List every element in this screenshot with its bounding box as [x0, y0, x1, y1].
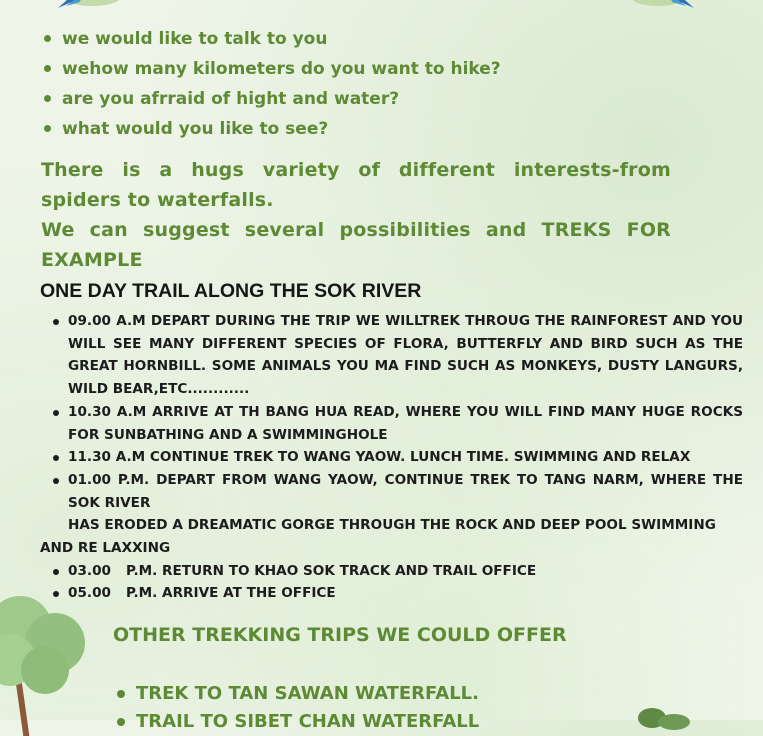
itinerary-time: 03.00	[68, 562, 111, 579]
itinerary-item	[40, 560, 743, 583]
bird-icon	[630, 0, 700, 20]
itinerary-text: P.M. RETURN TO KHAO SOK TRACK AND TRAIL OFFICE	[126, 562, 537, 579]
itinerary-time: 05.00	[68, 585, 111, 602]
intro-text	[41, 155, 671, 275]
bush-icon	[632, 704, 692, 724]
list-item: TRAIL TO SIBET CHAN WATERFALL	[116, 708, 479, 736]
list-item: what would you like to see?	[42, 114, 501, 144]
tree-icon	[0, 588, 110, 728]
itinerary-item-continued: AND RE LAXXING	[40, 540, 171, 557]
other-trips-list	[116, 680, 479, 736]
itinerary-item: 01.00 P.M. DEPART FROM WANG YAOW, CONTINUE TREK TO TANG NARM, WHERE THE SOK RIVER	[40, 469, 743, 514]
itinerary-item-continued: HAS ERODED A DREAMATIC GORGE THROUGH THE ROCK AND DEEP POOL SWIMMING	[68, 517, 716, 534]
itinerary-item: 11.30 A.M CONTINUE TREK TO WANG YAOW. LUNCH TIME. SWIMMING AND RELAX	[40, 446, 743, 469]
question-list	[42, 24, 501, 144]
list-item: wehow many kilometers do you want to hike?	[42, 54, 501, 84]
itinerary-list	[40, 310, 743, 605]
itinerary-text: P.M. ARRIVE AT THE OFFICE	[126, 585, 336, 602]
intro-paragraph: We can suggest several possibilities and TREKS FOR EXAMPLE	[41, 219, 671, 271]
list-item: are you afrraid of hight and water?	[42, 84, 501, 114]
trail-title: ONE DAY TRAIL ALONG THE SOK RIVER	[40, 280, 422, 302]
intro-paragraph: There is a hugs variety of different interests-from spiders to waterfalls.	[41, 159, 671, 211]
list-item: we would like to talk to you	[42, 24, 501, 54]
itinerary-item	[40, 582, 743, 605]
other-trips-title: OTHER TREKKING TRIPS WE COULD OFFER	[113, 624, 567, 646]
list-item: TREK TO TAN SAWAN WATERFALL.	[116, 680, 479, 708]
itinerary-item: 09.00 A.M DEPART DURING THE TRIP WE WILLTREK THROUG THE RAINFOREST AND YOU WILL SEE MANY DIFFERENT SPECIES OF FLORA, BUTTERFLY AND BIRD SUCH AS THE GREAT HORNBILL. SOME ANIMALS YOU MA FIND SUCH AS MONKEYS, DUSTY LANGURS, WILD BEAR,ETC............	[40, 310, 743, 401]
bird-icon	[52, 0, 122, 20]
itinerary-item: 10.30 A.M ARRIVE AT TH BANG HUA READ, WHERE YOU WILL FIND MANY HUGE ROCKS FOR SUNBATHING AND A SWIMMINGHOLE	[40, 401, 743, 446]
